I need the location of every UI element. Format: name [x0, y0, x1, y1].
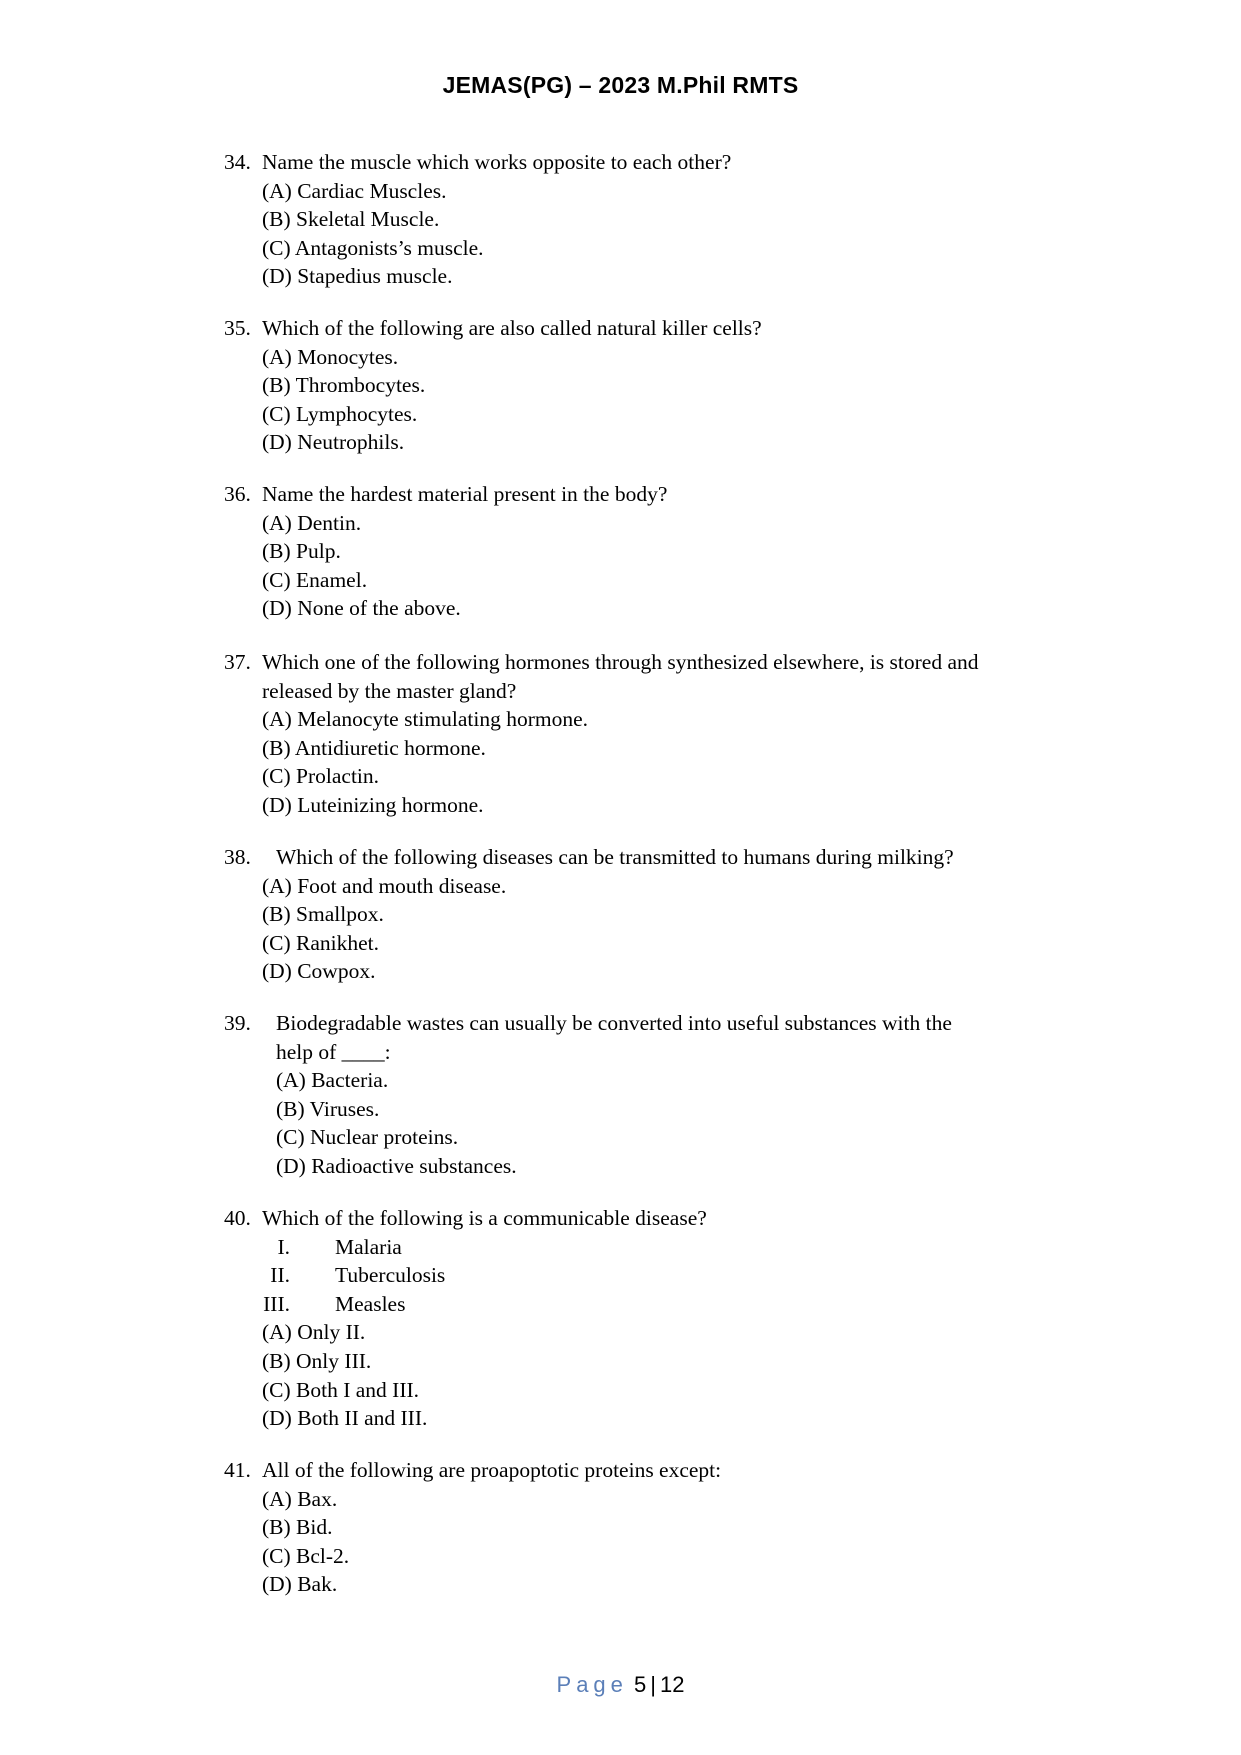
option-d: (D) Radioactive substances. — [276, 1153, 517, 1178]
option-c: (C) Enamel. — [262, 567, 368, 592]
option-c: (C) Antagonists’s muscle. — [262, 235, 484, 260]
option-d: (D) Bak. — [262, 1572, 338, 1597]
option-b: (B) Only III. — [262, 1348, 372, 1373]
option-b: (B) Skeletal Muscle. — [262, 207, 440, 232]
page-title: JEMAS(PG) – 2023 M.Phil RMTS — [442, 72, 799, 98]
question-35 — [0, 314, 1241, 457]
option-b: (B) Thrombocytes. — [262, 373, 426, 398]
question-number: 35. — [224, 316, 251, 340]
option-a: (A) Dentin. — [262, 510, 362, 535]
statement-item — [0, 1261, 1241, 1290]
statement-numeral: III. — [263, 1291, 290, 1316]
option-c: (C) Bcl-2. — [262, 1543, 350, 1568]
option-c: (C) Nuclear proteins. — [276, 1125, 459, 1150]
option-a: (A) Monocytes. — [262, 344, 399, 369]
question-number: 34. — [224, 150, 251, 174]
question-text: Name the muscle which works opposite to each other? — [262, 150, 732, 174]
question-39 — [0, 1009, 1241, 1181]
statement-numeral: I. — [277, 1234, 290, 1259]
option-b: (B) Bid. — [262, 1515, 333, 1540]
page-label: Page — [556, 1672, 628, 1697]
statement-text: Tuberculosis — [335, 1263, 446, 1288]
question-text-continued: help of ____: — [276, 1039, 391, 1064]
option-a: (A) Melanocyte stimulating hormone. — [262, 707, 589, 732]
option-b: (B) Pulp. — [262, 539, 341, 564]
question-36 — [0, 480, 1241, 623]
option-a: (A) Only II. — [262, 1320, 366, 1345]
question-40 — [0, 1204, 1241, 1433]
option-c: (C) Lymphocytes. — [262, 401, 418, 426]
statement-numeral: II. — [270, 1263, 290, 1288]
option-a: (A) Foot and mouth disease. — [262, 873, 507, 898]
option-c: (C) Ranikhet. — [262, 930, 380, 955]
question-text-continued: released by the master gland? — [262, 678, 517, 703]
question-37 — [0, 648, 1241, 820]
question-text: Biodegradable wastes can usually be converted into useful substances with the — [276, 1011, 952, 1035]
question-text: Which of the following diseases can be transmitted to humans during milking? — [276, 845, 954, 869]
question-number: 36. — [224, 482, 251, 506]
total-pages: 12 — [660, 1672, 685, 1697]
question-text: Which of the following is a communicable disease? — [262, 1206, 707, 1230]
option-c: (C) Prolactin. — [262, 764, 380, 789]
option-d: (D) Neutrophils. — [262, 430, 405, 455]
option-d: (D) Luteinizing hormone. — [262, 792, 484, 817]
question-number: 41. — [224, 1458, 251, 1482]
option-d: (D) Stapedius muscle. — [262, 264, 453, 289]
statement-item — [0, 1233, 1241, 1262]
question-41 — [0, 1456, 1241, 1599]
option-a: (A) Bax. — [262, 1486, 338, 1511]
option-a: (A) Cardiac Muscles. — [262, 178, 447, 203]
question-34 — [0, 148, 1241, 291]
statement-text: Malaria — [335, 1234, 402, 1259]
statement-text: Measles — [335, 1291, 406, 1316]
option-c: (C) Both I and III. — [262, 1377, 420, 1402]
page-footer — [0, 1672, 1241, 1698]
question-text: All of the following are proapoptotic proteins except: — [262, 1458, 722, 1482]
option-b: (B) Antidiuretic hormone. — [262, 735, 486, 760]
question-number: 37. — [224, 650, 251, 674]
question-text: Name the hardest material present in the body? — [262, 482, 668, 506]
option-b: (B) Smallpox. — [262, 902, 384, 927]
option-b: (B) Viruses. — [276, 1096, 380, 1121]
statement-item — [0, 1290, 1241, 1319]
question-number: 38. — [224, 845, 251, 869]
page-separator: | — [650, 1672, 656, 1697]
question-38 — [0, 843, 1241, 986]
option-d: (D) Cowpox. — [262, 959, 376, 984]
question-number: 40. — [224, 1206, 251, 1230]
question-text: Which of the following are also called natural killer cells? — [262, 316, 762, 340]
option-d: (D) Both II and III. — [262, 1406, 428, 1431]
current-page-number: 5 — [634, 1672, 647, 1697]
option-d: (D) None of the above. — [262, 596, 461, 621]
option-a: (A) Bacteria. — [276, 1068, 389, 1093]
question-number: 39. — [224, 1011, 251, 1035]
question-text: Which one of the following hormones through synthesized elsewhere, is stored and — [262, 650, 979, 674]
